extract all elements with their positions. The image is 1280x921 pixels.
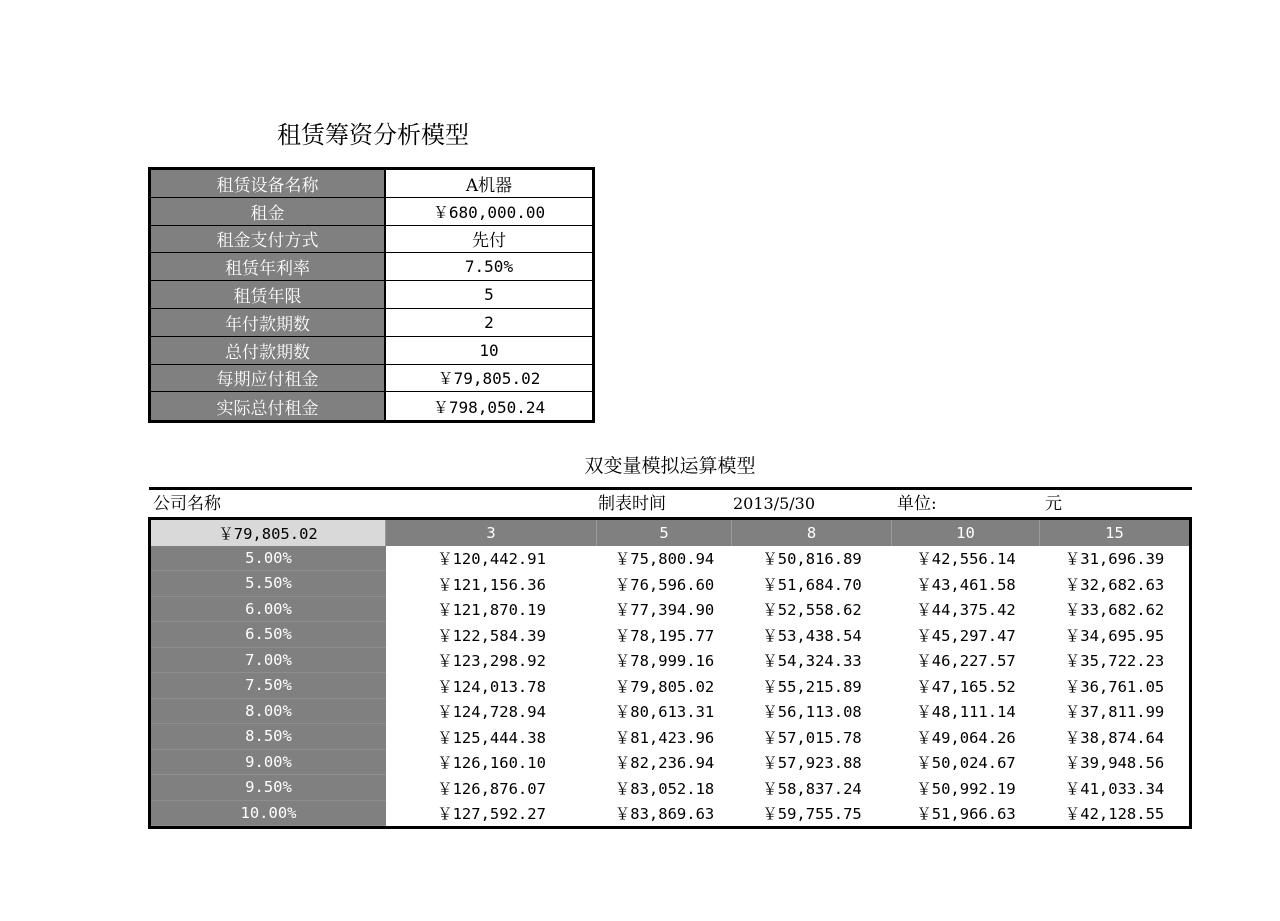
param-label: 年付款期数: [151, 309, 386, 336]
unit-label: 单位:: [897, 494, 937, 514]
rate-cell[interactable]: 5.00%: [151, 546, 386, 572]
value-cell[interactable]: ￥121,870.19: [386, 597, 597, 623]
value-cell[interactable]: ￥125,444.38: [386, 724, 597, 750]
param-value[interactable]: 2: [386, 309, 592, 336]
param-value[interactable]: 先付: [386, 226, 592, 253]
table-row: [151, 622, 1189, 648]
corner-cell[interactable]: ￥79,805.02: [151, 520, 386, 546]
value-cell[interactable]: ￥50,024.67: [892, 750, 1040, 776]
rate-cell[interactable]: 7.00%: [151, 648, 386, 674]
value-cell[interactable]: ￥44,375.42: [892, 597, 1040, 623]
param-row-total-periods: [151, 337, 592, 365]
value-cell[interactable]: ￥37,811.99: [1040, 699, 1189, 725]
rate-cell[interactable]: 9.50%: [151, 775, 386, 801]
value-cell[interactable]: ￥35,722.23: [1040, 648, 1189, 674]
param-row-period-payment: [151, 365, 592, 393]
value-cell[interactable]: ￥47,165.52: [892, 673, 1040, 699]
param-value[interactable]: ￥680,000.00: [386, 198, 592, 225]
param-row-total-payment: [151, 392, 592, 420]
column-header[interactable]: 15: [1040, 520, 1189, 546]
value-cell[interactable]: ￥33,682.62: [1040, 597, 1189, 623]
rate-cell[interactable]: 8.00%: [151, 699, 386, 725]
value-cell[interactable]: ￥82,236.94: [597, 750, 732, 776]
param-label: 租赁年限: [151, 281, 386, 308]
rate-cell[interactable]: 6.00%: [151, 597, 386, 623]
value-cell[interactable]: ￥36,761.05: [1040, 673, 1189, 699]
value-cell[interactable]: ￥52,558.62: [732, 597, 892, 623]
value-cell[interactable]: ￥55,215.89: [732, 673, 892, 699]
value-cell[interactable]: ￥50,816.89: [732, 546, 892, 572]
table-row: [151, 673, 1189, 699]
value-cell[interactable]: ￥56,113.08: [732, 699, 892, 725]
value-cell[interactable]: ￥78,195.77: [597, 622, 732, 648]
rate-cell[interactable]: 5.50%: [151, 571, 386, 597]
value-cell[interactable]: ￥126,160.10: [386, 750, 597, 776]
param-row-annual-rate: [151, 253, 592, 281]
simulation-table: [148, 517, 1192, 829]
param-value[interactable]: ￥798,050.24: [386, 392, 592, 420]
column-header[interactable]: 5: [597, 520, 732, 546]
column-header[interactable]: 10: [892, 520, 1040, 546]
value-cell[interactable]: ￥51,966.63: [892, 801, 1040, 827]
unit-value: 元: [1045, 494, 1062, 514]
column-header[interactable]: 3: [386, 520, 597, 546]
param-value[interactable]: 7.50%: [386, 253, 592, 280]
table-row: [151, 801, 1189, 827]
value-cell[interactable]: ￥41,033.34: [1040, 775, 1189, 801]
param-value[interactable]: A机器: [386, 170, 592, 197]
value-cell[interactable]: ￥83,052.18: [597, 775, 732, 801]
value-cell[interactable]: ￥77,394.90: [597, 597, 732, 623]
param-row-years: [151, 281, 592, 309]
value-cell[interactable]: ￥39,948.56: [1040, 750, 1189, 776]
table-row: [151, 546, 1189, 572]
rate-cell[interactable]: 6.50%: [151, 622, 386, 648]
value-cell[interactable]: ￥50,992.19: [892, 775, 1040, 801]
page-title: 租赁筹资分析模型: [277, 121, 469, 149]
header-rule: [149, 487, 1192, 490]
value-cell[interactable]: ￥78,999.16: [597, 648, 732, 674]
param-label: 租赁设备名称: [151, 170, 386, 197]
date-value: 2013/5/30: [733, 494, 816, 513]
value-cell[interactable]: ￥45,297.47: [892, 622, 1040, 648]
value-cell[interactable]: ￥59,755.75: [732, 801, 892, 827]
table-row: [151, 750, 1189, 776]
param-label: 租金支付方式: [151, 226, 386, 253]
value-cell[interactable]: ￥79,805.02: [597, 673, 732, 699]
column-header[interactable]: 8: [732, 520, 892, 546]
param-row-periods-per-year: [151, 309, 592, 337]
value-cell[interactable]: ￥80,613.31: [597, 699, 732, 725]
param-row-rent: [151, 198, 592, 226]
value-cell[interactable]: ￥83,869.63: [597, 801, 732, 827]
param-label: 实际总付租金: [151, 392, 386, 420]
value-cell[interactable]: ￥127,592.27: [386, 801, 597, 827]
param-label: 租金: [151, 198, 386, 225]
table-row: [151, 699, 1189, 725]
value-cell[interactable]: ￥43,461.58: [892, 571, 1040, 597]
table-row: [151, 775, 1189, 801]
value-cell[interactable]: ￥126,876.07: [386, 775, 597, 801]
rate-cell[interactable]: 8.50%: [151, 724, 386, 750]
value-cell[interactable]: ￥124,013.78: [386, 673, 597, 699]
value-cell[interactable]: ￥57,923.88: [732, 750, 892, 776]
value-cell[interactable]: ￥53,438.54: [732, 622, 892, 648]
value-cell[interactable]: ￥46,227.57: [892, 648, 1040, 674]
param-label: 租赁年利率: [151, 253, 386, 280]
value-cell[interactable]: ￥57,015.78: [732, 724, 892, 750]
param-row-payment-mode: [151, 226, 592, 254]
table-row: [151, 597, 1189, 623]
value-cell[interactable]: ￥123,298.92: [386, 648, 597, 674]
param-row-equipment: [151, 170, 592, 198]
value-cell[interactable]: ￥81,423.96: [597, 724, 732, 750]
param-value[interactable]: 10: [386, 337, 592, 364]
value-cell[interactable]: ￥38,874.64: [1040, 724, 1189, 750]
param-label: 每期应付租金: [151, 365, 386, 392]
value-cell[interactable]: ￥31,696.39: [1040, 546, 1189, 572]
value-cell[interactable]: ￥49,064.26: [892, 724, 1040, 750]
rate-cell[interactable]: 10.00%: [151, 801, 386, 827]
value-cell[interactable]: ￥54,324.33: [732, 648, 892, 674]
value-cell[interactable]: ￥76,596.60: [597, 571, 732, 597]
param-value[interactable]: 5: [386, 281, 592, 308]
company-label: 公司名称: [153, 494, 221, 514]
value-cell[interactable]: ￥124,728.94: [386, 699, 597, 725]
table-row: [151, 571, 1189, 597]
value-cell[interactable]: ￥34,695.95: [1040, 622, 1189, 648]
value-cell[interactable]: ￥51,684.70: [732, 571, 892, 597]
param-label: 总付款期数: [151, 337, 386, 364]
params-table: [148, 167, 595, 423]
value-cell[interactable]: ￥48,111.14: [892, 699, 1040, 725]
table-header-row: [151, 520, 1189, 546]
model-title: 双变量模拟运算模型: [584, 455, 756, 477]
value-cell[interactable]: ￥122,584.39: [386, 622, 597, 648]
value-cell[interactable]: ￥121,156.36: [386, 571, 597, 597]
value-cell[interactable]: ￥42,556.14: [892, 546, 1040, 572]
param-value[interactable]: ￥79,805.02: [386, 365, 592, 392]
table-row: [151, 648, 1189, 674]
value-cell[interactable]: ￥120,442.91: [386, 546, 597, 572]
date-label: 制表时间: [598, 494, 666, 514]
rate-cell[interactable]: 7.50%: [151, 673, 386, 699]
rate-cell[interactable]: 9.00%: [151, 750, 386, 776]
value-cell[interactable]: ￥58,837.24: [732, 775, 892, 801]
table-row: [151, 724, 1189, 750]
value-cell[interactable]: ￥42,128.55: [1040, 801, 1189, 827]
value-cell[interactable]: ￥75,800.94: [597, 546, 732, 572]
value-cell[interactable]: ￥32,682.63: [1040, 571, 1189, 597]
